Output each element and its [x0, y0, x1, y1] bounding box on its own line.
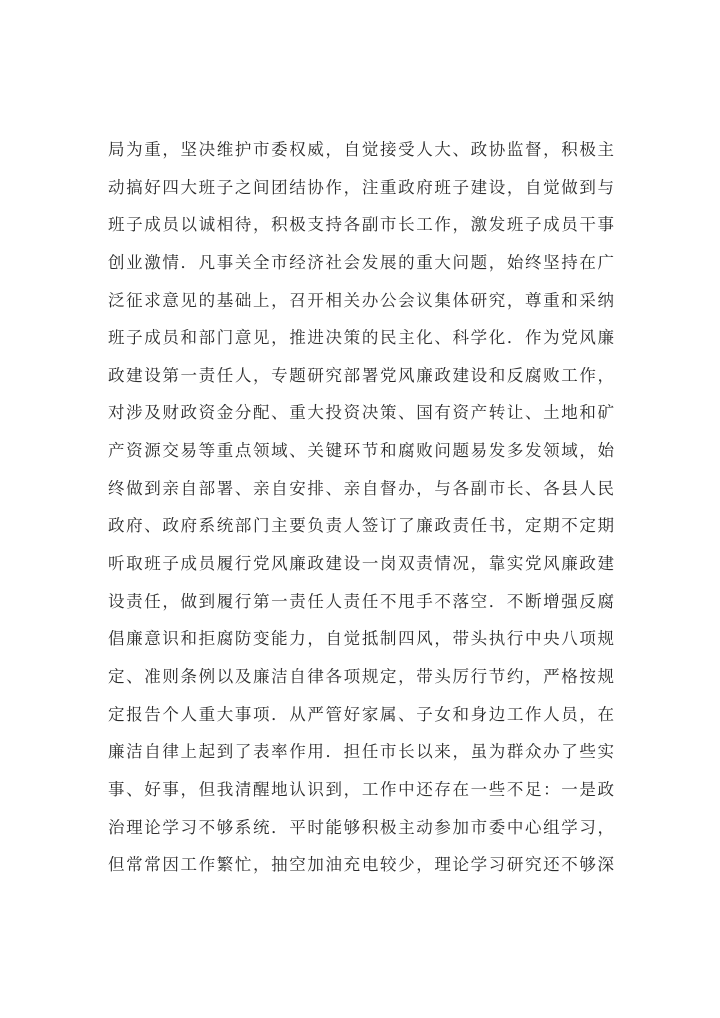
text-line: 泛征求意见的基础上，召开相关办公会议集体研究，尊重和采纳 — [108, 290, 614, 310]
text-line: 设责任，做到履行第一责任人责任不甩手不落空．不断增强反腐 — [108, 591, 614, 611]
text-line: 听取班子成员履行党风廉政建设一岗双责情况，靠实党风廉政建 — [108, 554, 614, 574]
text-line: 创业激情．凡事关全市经济社会发展的重大问题，始终坚持在广 — [108, 252, 614, 272]
text-line: 政府、政府系统部门主要负责人签订了廉政责任书，定期不定期 — [108, 516, 614, 536]
text-line: 但常常因工作繁忙，抽空加油充电较少，理论学习研究还不够深 — [108, 855, 614, 875]
text-line: 动搞好四大班子之间团结协作，注重政府班子建设，自觉做到与 — [108, 177, 614, 197]
text-line: 班子成员和部门意见，推进决策的民主化、科学化．作为党风廉 — [108, 328, 614, 348]
text-line: 局为重，坚决维护市委权威，自觉接受人大、政协监督，积极主 — [108, 140, 614, 159]
text-line: 治理论学习不够系统．平时能够积极主动参加市委中心组学习， — [108, 817, 614, 837]
text-line: 终做到亲自部署、亲自安排、亲自督办，与各副市长、各县人民 — [108, 478, 614, 498]
text-line: 定、准则条例以及廉洁自律各项规定，带头厉行节约，严格按规 — [108, 666, 614, 686]
text-line: 倡廉意识和拒腐防变能力，自觉抵制四风，带头执行中央八项规 — [108, 629, 614, 649]
text-line: 定报告个人重大事项．从严管好家属、子女和身边工作人员，在 — [108, 704, 614, 724]
body-paragraph — [108, 131, 614, 884]
text-line: 班子成员以诚相待，积极支持各副市长工作，激发班子成员干事 — [108, 215, 614, 235]
text-line: 廉洁自律上起到了表率作用．担任市长以来，虽为群众办了些实 — [108, 742, 614, 762]
text-line: 事、好事，但我清醒地认识到，工作中还存在一些不足：一是政 — [108, 779, 614, 799]
text-line: 对涉及财政资金分配、重大投资决策、国有资产转让、土地和矿 — [108, 403, 614, 423]
text-line: 产资源交易等重点领域、关键环节和腐败问题易发多发领域，始 — [108, 441, 614, 461]
text-line: 政建设第一责任人，专题研究部署党风廉政建设和反腐败工作， — [108, 365, 614, 385]
